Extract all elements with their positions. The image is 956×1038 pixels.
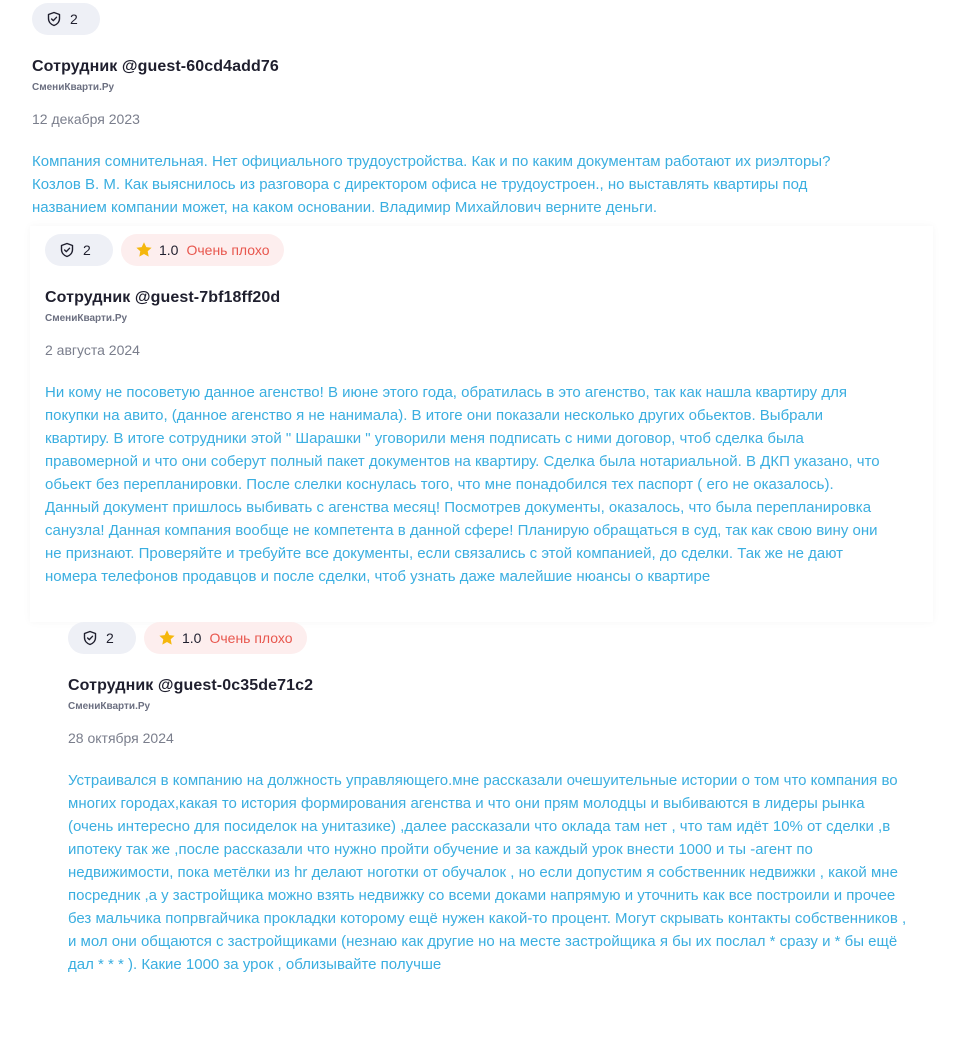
verified-count: 2	[83, 242, 91, 258]
review-text: Компания сомнительная. Нет официального трудоустройства. Как и по каким документам работают их риэлторы? Козлов В. М. Как выяснилось из разговора с директором офиса не трудоустроен., но выставлять квартиры под названием компании может, на каком основании. Владимир Михайлович верните деньги.	[32, 153, 831, 216]
verified-count: 2	[106, 630, 114, 646]
rating-badge	[121, 234, 284, 266]
review-company: СмениКварти.Ру	[32, 82, 115, 93]
review-author[interactable]: Сотрудник @guest-60cd4add76	[32, 58, 279, 75]
verified-count: 2	[70, 11, 78, 27]
rating-label: Очень плохо	[186, 242, 270, 258]
review-card	[0, 0, 956, 226]
shield-check-icon	[82, 630, 98, 646]
star-icon	[158, 629, 176, 647]
star-icon	[135, 241, 153, 259]
review-author[interactable]: Сотрудник @guest-7bf18ff20d	[45, 289, 281, 306]
review-card	[0, 622, 956, 1038]
review-company: СмениКварти.Ру	[68, 701, 151, 712]
review-text: Устраивался в компанию на должность управляющего.мне рассказали очешуительные истории о том что компания во многих городах,какая то история формирования агенства и что они прям молодцы и выбиваются в лидеры рынка (очень интересно для посиделок на унитазике) ,далее рассказали что оклада там нет , что там идёт 10% от сделки ,в ипотеку так же ,после рассказали что нужно пройти обучение и за каждый урок внести 1000 и ты -агент по недвижимости, пока метёлки из hr делают ноготки от обучалок , но если допустим я собственник недвижки , какой мне посредник ,а у застройщика можно взять недвижку со всеми доками напрямую и уточнить как все построили и прочее без мальчика попрвгайчика прокладки которому ещё нужен какой-то процент. Могут скрывать контакты собственников , и мол они общаются с застройщиками (незнаю как другие но на месте застройщика я бы их послал * сразу и * бы ещё дал * * * ). Какие 1000 за урок , облизывайте получше	[68, 772, 907, 973]
review-company: СмениКварти.Ру	[45, 313, 128, 324]
review-card	[30, 226, 933, 622]
review-text: Ни кому не посоветую данное агенство! В июне этого года, обратилась в это агенство, так как нашла квартиру для покупки на авито, (данное агенство я не нанимала). В итоге они показали несколько других обьектов. Выбрали квартиру. В итоге сотрудники этой " Шарашки " уговорили меня подписать с ними договор, чтоб сделка была правомерной и что они соберут полный пакет документов на квартиру. Сделка была нотариальной. В ДКП указано, что обьект без перепланировки. После слелки коснулась того, что мне понадобился тех паспорт ( его не оказалось). Данный документ пришлось выбивать с агенства месяц! Посмотрев документы, оказалось, что была перепланировка санузла! Данная компания вообще не компетента в данной сфере! Планирую обращаться в суд, так как свою вину они не признают. Проверяйте и требуйте все документы, если связались с этой компанией, до сделки. Так же не дают номера телефонов продавцов и после сделки, чтоб узнать даже малейшие нюансы о квартире	[45, 384, 880, 585]
rating-value: 1.0	[182, 630, 202, 646]
review-date: 12 декабря 2023	[32, 111, 140, 127]
shield-check-icon	[46, 11, 62, 27]
rating-value: 1.0	[159, 242, 179, 258]
review-badges	[45, 234, 284, 266]
review-badges	[32, 3, 100, 35]
verified-badge[interactable]	[32, 3, 100, 35]
review-author[interactable]: Сотрудник @guest-0c35de71c2	[68, 677, 314, 694]
review-badges	[68, 622, 307, 654]
verified-badge[interactable]	[45, 234, 113, 266]
rating-badge	[144, 622, 307, 654]
review-date: 28 октября 2024	[68, 730, 174, 746]
shield-check-icon	[59, 242, 75, 258]
verified-badge[interactable]	[68, 622, 136, 654]
review-date: 2 августа 2024	[45, 342, 140, 358]
rating-label: Очень плохо	[209, 630, 293, 646]
